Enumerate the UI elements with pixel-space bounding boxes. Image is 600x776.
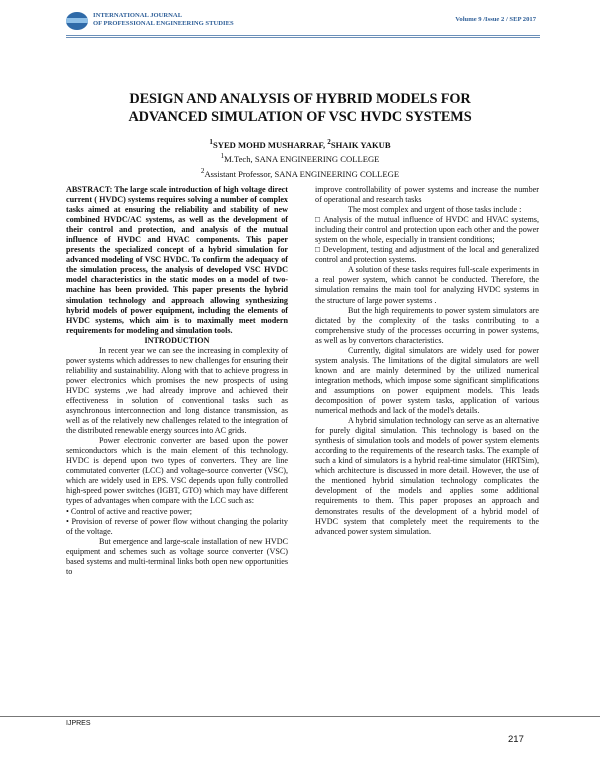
task-item-1: □ Analysis of the mutual influence of HVDC and HVAC systems, including their control and protection upon each other and the power system on the whole, especially in transient conditions; [315,215,539,245]
introduction-heading: INTRODUCTION [144,335,210,345]
page-number: 217 [508,734,524,745]
right-paragraph-4: But the high requirements to power system simulators are dictated by the complexity of the tasks contributing to a comprehensive study of the processes occurring in power systems, as well as by convertors characteristics. [315,305,539,345]
journal-header [66,10,536,34]
author2-name: SHAIK YAKUB [330,139,391,150]
footer-journal-abbrev: IJPRES [66,720,91,727]
journal-name [93,12,234,28]
paper-title-line1: DESIGN AND ANALYSIS OF HYBRID MODELS FOR [129,91,471,107]
task-item-2: □ Development, testing and adjustment of the local and generalized control and protection systems. [315,245,539,265]
abstract: ABSTRACT: The large scale introduction of high voltage direct current ( HVDC) systems requires solving a number of complex tasks aimed at ensuring the reliability and stability of new combined HVDC/AC systems, as well as the development of their control and protection, and analysis of the mutual influence of HVDC and HVAC components. This paper presents the specialized concept of a hybrid simulation for advanced modeling of VSC HVDC. To confirm the adequacy of the simulation process, the analysis of developed VSC HVDC model characteristics in the static modes on a model of two-machine has been provided. This paper presents the hybrid simulation technology and approach allowing synthesizing hybrid models of power equipment, including the elements of HVDC systems, which aim is to maximally meet modern requirements for modeling and simulation tools. [66,185,288,335]
left-column [66,185,288,577]
right-paragraph-2: The most complex and urgent of those tasks include : [348,205,522,215]
affiliation-1-text: M.Tech, SANA ENGINEERING COLLEGE [224,154,380,165]
intro-paragraph-3: But emergence and large-scale installation of new HVDC equipment and schemes such as voltage source converter (VSC) based systems and multi-terminal links both open new opportunities to [66,536,288,576]
affiliation-1-marker: 1 [220,152,225,161]
header-rule [66,35,540,36]
affiliation-2 [80,166,520,180]
affiliation-2-text: Assistant Professor, SANA ENGINEERING COLLEGE [204,168,400,179]
journal-name-line1: INTERNATIONAL JOURNAL [93,12,183,19]
right-paragraph-6: A hybrid simulation technology can serve as an alternative for purely digital simulation. This technology is based on the synthesis of simulation tools and models of power system elements according to the requirements of the research tasks. The example of such a kind of simulators is a hybrid real-time simulator (HRTSim), which architecture is discussed in more detail. However, the use of the mentioned hybrid simulation technology complicates the development of the models and applies some additional requirements to them. This paper proposes an approach and demonstrates results of the development of a hybrid model of HVDC system that completely meet the requirements to the advanced power system simulation. [315,416,539,536]
author2-marker: 2 [327,138,331,146]
author-names [80,137,520,151]
right-paragraph-5: Currently, digital simulators are widely used for power system analysis. The limitations of the digital simulators are well known and are mainly determined by the utilized numerical integration methods, which impose some significant simplifications and assumptions on power equipment models. This leads decomposition of power system tasks, application of various numerical methods and lack of the model's details. [315,345,539,416]
volume-info: Volume 9 /Issue 2 / SEP 2017 [455,16,536,23]
author-block [80,137,520,180]
journal-name-line2: OF PROFESSIONAL ENGINEERING STUDIES [93,20,234,27]
author1-name: SYED MOHD MUSHARRAF, [212,139,326,150]
bullet-item-1: • Control of active and reactive power; [66,506,193,516]
right-column [315,185,539,537]
right-paragraph-1: improve controllability of power systems and increase the number of operational and research tasks [315,185,539,205]
intro-paragraph-2: Power electronic converter are based upon the power semiconductors which is the main element of this technology. HVDC is depend upon two types of converters. They are line commutated converter (LCC) and voltage-source converter (VSC), which are widely used in EPS. VSC depends upon fully controlled high-speed power switches (IGBT, GTO) which may have different types of advantages when compare with the LCC such as: [66,436,288,506]
paper-title-line2: ADVANCED SIMULATION OF VSC HVDC SYSTEMS [128,109,472,125]
affiliation-1 [80,151,520,165]
journal-logo-icon [66,12,88,30]
bullet-item-2: • Provision of reverse of power flow without changing the polarity of the voltage. [66,516,288,536]
right-paragraph-3: A solution of these tasks requires full-scale experiments in a real power system, which cannot be conducted. Therefore, the simulation remains the main tool for analyzing HVDC systems in the structure of large power systems . [315,265,539,305]
paper-title [70,90,530,126]
footer-rule [0,716,600,717]
author1-marker: 1 [209,138,213,146]
intro-paragraph-1: In recent year we can see the increasing in complexity of power systems which addresses to new challenges for ensuring their reliability and sustainability. Along with that to achieve progress in power electronics which promises the new prospects of using HVDC systems ,we had already improve and achieved their effectiveness in solution of conventional tasks such as asynchronous interconnection and long distance transmission, as well as of the relatively new challenges related to the integration of the distributed renewable energy sources into AC grids. [66,345,288,436]
affiliation-2-marker: 2 [200,166,205,175]
header-rule-secondary [66,37,540,38]
